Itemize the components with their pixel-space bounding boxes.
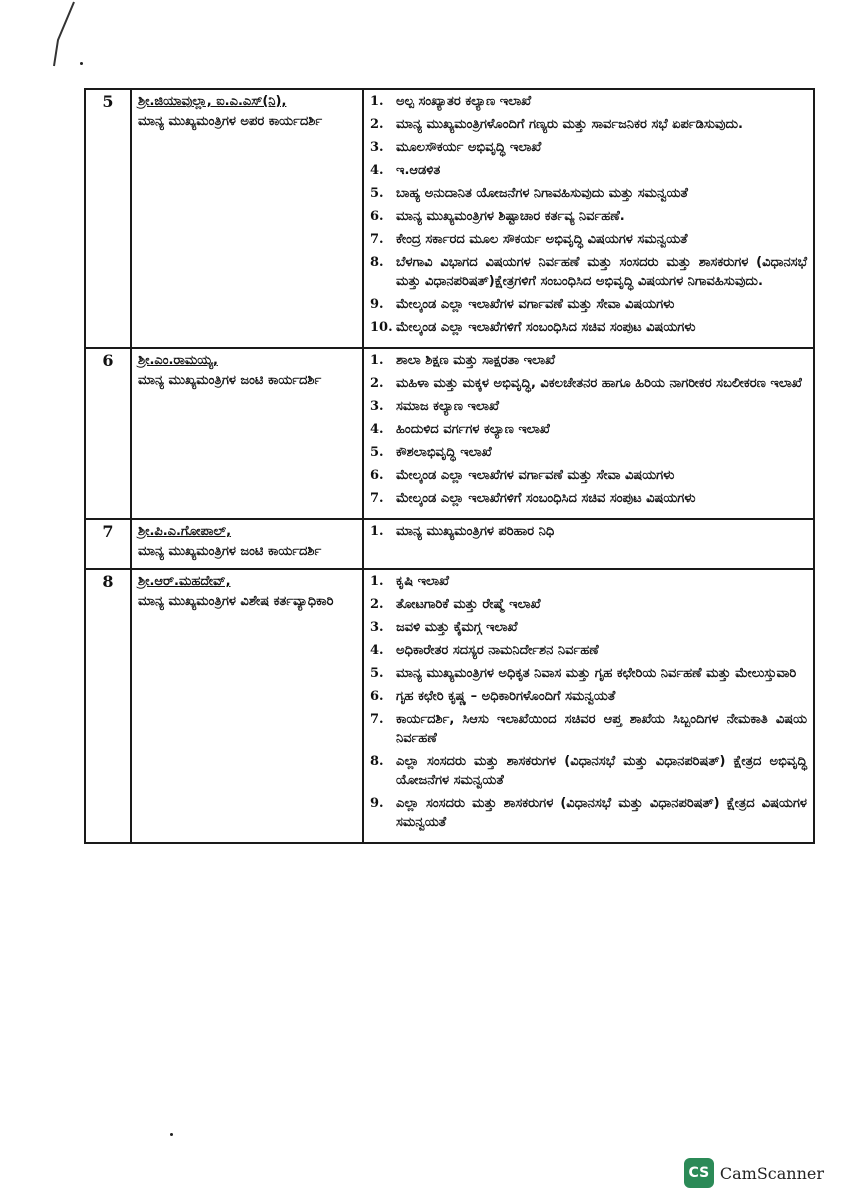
duty-item: [370, 752, 807, 790]
duty-item-text: ಅಲ್ಪ ಸಂಖ್ಯಾತರ ಕಲ್ಯಾಣ ಇಲಾಖೆ: [396, 94, 532, 109]
duty-item-text: ಕೇಂದ್ರ ಸರ್ಕಾರದ ಮೂಲ ಸೌಕರ್ಯ ಅಭಿವೃದ್ಧಿ ವಿಷಯಗಳ ಸಮನ್ವಯತೆ: [396, 232, 688, 247]
duties-cell: [363, 569, 814, 843]
duties-cell: [363, 519, 814, 569]
duty-item-text: ಬೆಳಗಾವಿ ವಿಭಾಗದ ವಿಷಯಗಳ ನಿರ್ವಹಣೆ ಮತ್ತು ಸಂಸದರು ಮತ್ತು ಶಾಸಕರುಗಳ (ವಿಧಾನಸಭೆ ಮತ್ತು ವಿಧಾನಪರಿಷತ್)ಕ್ಷೇತ್ರಗಳಿಗೆ ಸಂಬಂಧಿಸಿದ ಅಭಿವೃದ್ಧಿ ವಿಷಯಗಳ ನಿಗಾವಹಿಸುವುದು.: [396, 255, 807, 289]
camscanner-watermark: [684, 1158, 824, 1188]
duty-item-number: 9.: [370, 796, 384, 811]
duty-item-number: 5.: [370, 445, 384, 460]
duty-item-number: 2.: [370, 376, 384, 391]
duty-item-number: 8.: [370, 754, 384, 769]
officer-designation: ಮಾನ್ಯ ಮುಖ್ಯಮಂತ್ರಿಗಳ ಜಂಟಿ ಕಾರ್ಯದರ್ಶಿ: [138, 373, 322, 388]
duty-item-text: ಕೌಶಲಾಭಿವೃದ್ಧಿ ಇಲಾಖೆ: [396, 445, 492, 460]
duty-item-text: ಮಾನ್ಯ ಮುಖ್ಯಮಂತ್ರಿಗಳ ಅಧಿಕೃತ ನಿವಾಸ ಮತ್ತು ಗೃಹ ಕಛೇರಿಯ ನಿರ್ವಹಣೆ ಮತ್ತು ಮೇಲುಸ್ತುವಾರಿ: [396, 666, 797, 681]
duty-item-number: 4.: [370, 643, 384, 658]
duty-item: [370, 397, 807, 416]
duty-item-number: 1.: [370, 574, 384, 589]
duties-list: [370, 351, 807, 508]
duty-item: [370, 92, 807, 111]
officer-name: ಶ್ರೀ.ಪಿ.ಎ.ಗೋಪಾಲ್,: [138, 524, 232, 539]
duty-item: [370, 572, 807, 591]
duty-item-number: 6.: [370, 468, 384, 483]
duty-item-number: 7.: [370, 232, 384, 247]
duty-item: [370, 595, 807, 614]
duty-item: [370, 664, 807, 683]
officer-cell: [131, 89, 363, 348]
duty-item-text: ಮಾನ್ಯ ಮುಖ್ಯಮಂತ್ರಿಗಳೊಂದಿಗೆ ಗಣ್ಯರು ಮತ್ತು ಸಾರ್ವಜನಿಕರ ಸಭೆ ಏರ್ಪಡಿಸುವುದು.: [396, 117, 743, 132]
scan-artifact-mark: [28, 0, 88, 70]
officer-cell: [131, 348, 363, 519]
duty-item-text: ಕೃಷಿ ಇಲಾಖೆ: [396, 574, 450, 589]
duty-item: [370, 207, 807, 226]
officer-cell: [131, 569, 363, 843]
duty-item-number: 4.: [370, 422, 384, 437]
duty-item: [370, 420, 807, 439]
duty-item: [370, 687, 807, 706]
duty-item-number: 9.: [370, 297, 384, 312]
duty-item: [370, 138, 807, 157]
duty-item: [370, 253, 807, 291]
duty-item-text: ಅಧಿಕಾರೇತರ ಸದಸ್ಯರ ನಾಮನಿರ್ದೇಶನ ನಿರ್ವಹಣೆ: [396, 643, 599, 658]
duty-item-number: 3.: [370, 140, 384, 155]
officer-duties-table: [84, 88, 815, 844]
camscanner-text: CamScanner: [719, 1163, 824, 1183]
serial-number: 6: [85, 348, 131, 519]
scan-dot: [80, 62, 83, 65]
serial-number: 7: [85, 519, 131, 569]
duty-item-number: 2.: [370, 597, 384, 612]
duty-item: [370, 794, 807, 832]
duty-item-number: 6.: [370, 689, 384, 704]
officer-name: ಶ್ರೀ.ಆರ್.ಮಹದೇವ್,: [138, 574, 231, 589]
duty-item-number: 4.: [370, 163, 384, 178]
duties-list: [370, 572, 807, 832]
scan-dot: [170, 1133, 173, 1136]
duty-item-text: ಮೇಲ್ಕಂಡ ಎಲ್ಲಾ ಇಲಾಖೆಗಳ ವರ್ಗಾವಣೆ ಮತ್ತು ಸೇವಾ ವಿಷಯಗಳು: [396, 297, 675, 312]
officer-row: [85, 519, 814, 569]
duty-item-text: ಎಲ್ಲಾ ಸಂಸದರು ಮತ್ತು ಶಾಸಕರುಗಳ (ವಿಧಾನಸಭೆ ಮತ್ತು ವಿಧಾನಪರಿಷತ್) ಕ್ಷೇತ್ರದ ವಿಷಯಗಳ ಸಮನ್ವಯತೆ: [396, 796, 807, 830]
duty-item-text: ಮೇಲ್ಕಂಡ ಎಲ್ಲಾ ಇಲಾಖೆಗಳಿಗೆ ಸಂಬಂಧಿಸಿದ ಸಚಿವ ಸಂಪುಟ ವಿಷಯಗಳು: [396, 320, 696, 335]
duty-item-number: 8.: [370, 255, 384, 270]
duties-list: [370, 92, 807, 337]
duty-item: [370, 443, 807, 462]
duty-item-number: 5.: [370, 186, 384, 201]
duty-item-number: 1.: [370, 94, 384, 109]
duty-item: [370, 184, 807, 203]
duty-item-text: ಮೇಲ್ಕಂಡ ಎಲ್ಲಾ ಇಲಾಖೆಗಳ ವರ್ಗಾವಣೆ ಮತ್ತು ಸೇವಾ ವಿಷಯಗಳು: [396, 468, 675, 483]
duty-item-number: 6.: [370, 209, 384, 224]
duty-item-number: 2.: [370, 117, 384, 132]
duty-item: [370, 351, 807, 370]
officer-row: [85, 569, 814, 843]
duty-item-number: 1.: [370, 524, 384, 539]
duty-item-text: ಗೃಹ ಕಛೇರಿ ಕೃಷ್ಣ – ಅಧಿಕಾರಿಗಳೊಂದಿಗೆ ಸಮನ್ವಯತೆ: [396, 689, 616, 704]
duty-item: [370, 618, 807, 637]
duty-item-text: ಬಾಹ್ಯ ಅನುದಾನಿತ ಯೋಜನೆಗಳ ನಿಗಾವಹಿಸುವುದು ಮತ್ತು ಸಮನ್ವಯತೆ: [396, 186, 688, 201]
duty-item: [370, 318, 807, 337]
duty-item-number: 5.: [370, 666, 384, 681]
officer-designation: ಮಾನ್ಯ ಮುಖ್ಯಮಂತ್ರಿಗಳ ಜಂಟಿ ಕಾರ್ಯದರ್ಶಿ: [138, 544, 322, 559]
duty-item: [370, 641, 807, 660]
duty-item-text: ಶಾಲಾ ಶಿಕ್ಷಣ ಮತ್ತು ಸಾಕ್ಷರತಾ ಇಲಾಖೆ: [396, 353, 556, 368]
duty-item-number: 7.: [370, 712, 384, 727]
duty-item: [370, 710, 807, 748]
duty-item-text: ಮಹಿಳಾ ಮತ್ತು ಮಕ್ಕಳ ಅಭಿವೃದ್ಧಿ, ವಿಕಲಚೇತನರ ಹಾಗೂ ಹಿರಿಯ ನಾಗರೀಕರ ಸಬಲೀಕರಣ ಇಲಾಖೆ: [396, 376, 802, 391]
duty-item-text: ಹಿಂದುಳಿದ ವರ್ಗಗಳ ಕಲ್ಯಾಣ ಇಲಾಖೆ: [396, 422, 550, 437]
officer-designation: ಮಾನ್ಯ ಮುಖ್ಯಮಂತ್ರಿಗಳ ವಿಶೇಷ ಕರ್ತವ್ಯಾಧಿಕಾರಿ: [138, 594, 334, 609]
duty-item-number: 7.: [370, 491, 384, 506]
duty-item-text: ಕಾರ್ಯದರ್ಶಿ, ಸಿಆಸು ಇಲಾಖೆಯಿಂದ ಸಚಿವರ ಆಪ್ತ ಶಾಖೆಯ ಸಿಬ್ಬಂದಿಗಳ ನೇಮಕಾತಿ ವಿಷಯ ನಿರ್ವಹಣೆ: [396, 712, 807, 746]
duty-item-text: ಮಾನ್ಯ ಮುಖ್ಯಮಂತ್ರಿಗಳ ಶಿಷ್ಟಾಚಾರ ಕರ್ತವ್ಯ ನಿರ್ವಹಣೆ.: [396, 209, 625, 224]
duty-item: [370, 522, 807, 541]
officer-cell: [131, 519, 363, 569]
duty-item-number: 3.: [370, 399, 384, 414]
duty-item-text: ಜವಳಿ ಮತ್ತು ಕೈಮಗ್ಗ ಇಲಾಖೆ: [396, 620, 518, 635]
duty-item-number: 1.: [370, 353, 384, 368]
duty-item-text: ಮಾನ್ಯ ಮುಖ್ಯಮಂತ್ರಿಗಳ ಪರಿಹಾರ ನಿಧಿ: [396, 524, 555, 539]
officer-row: [85, 89, 814, 348]
officer-name: ಶ್ರೀ.ಎಂ.ರಾಮಯ್ಯ,: [138, 353, 218, 368]
duty-item-number: 3.: [370, 620, 384, 635]
duty-item-text: ಮೇಲ್ಕಂಡ ಎಲ್ಲಾ ಇಲಾಖೆಗಳಿಗೆ ಸಂಬಂಧಿಸಿದ ಸಚಿವ ಸಂಪುಟ ವಿಷಯಗಳು: [396, 491, 696, 506]
duty-item: [370, 295, 807, 314]
duty-item: [370, 466, 807, 485]
duty-item-text: ತೋಟಗಾರಿಕೆ ಮತ್ತು ರೇಷ್ಮೆ ಇಲಾಖೆ: [396, 597, 541, 612]
duties-cell: [363, 89, 814, 348]
duty-item: [370, 489, 807, 508]
duty-item: [370, 374, 807, 393]
duties-cell: [363, 348, 814, 519]
duty-item-text: ಎಲ್ಲಾ ಸಂಸದರು ಮತ್ತು ಶಾಸಕರುಗಳ (ವಿಧಾನಸಭೆ ಮತ್ತು ವಿಧಾನಪರಿಷತ್) ಕ್ಷೇತ್ರದ ಅಭಿವೃದ್ಧಿ ಯೋಜನೆಗಳ ಸಮನ್ವಯತೆ: [396, 754, 807, 788]
camscanner-logo-icon: CS: [684, 1158, 714, 1188]
serial-number: 8: [85, 569, 131, 843]
duties-list: [370, 522, 807, 541]
officer-name: ಶ್ರೀ.ಜಿಯಾವುಲ್ಲಾ, ಐ.ಎ.ಎಸ್(ನಿ),: [138, 94, 287, 109]
duty-item: [370, 161, 807, 180]
duty-item-text: ಸಮಾಜ ಕಲ್ಯಾಣ ಇಲಾಖೆ: [396, 399, 499, 414]
officer-row: [85, 348, 814, 519]
duty-item-text: ಇ.ಆಡಳಿತ: [396, 163, 441, 178]
duty-item: [370, 230, 807, 249]
duty-item-text: ಮೂಲಸೌಕರ್ಯ ಅಭಿವೃದ್ಧಿ ಇಲಾಖೆ: [396, 140, 542, 155]
officer-designation: ಮಾನ್ಯ ಮುಖ್ಯಮಂತ್ರಿಗಳ ಅಪರ ಕಾರ್ಯದರ್ಶಿ: [138, 114, 323, 129]
duty-item-number: 10.: [370, 320, 393, 335]
serial-number: 5: [85, 89, 131, 348]
duty-item: [370, 115, 807, 134]
